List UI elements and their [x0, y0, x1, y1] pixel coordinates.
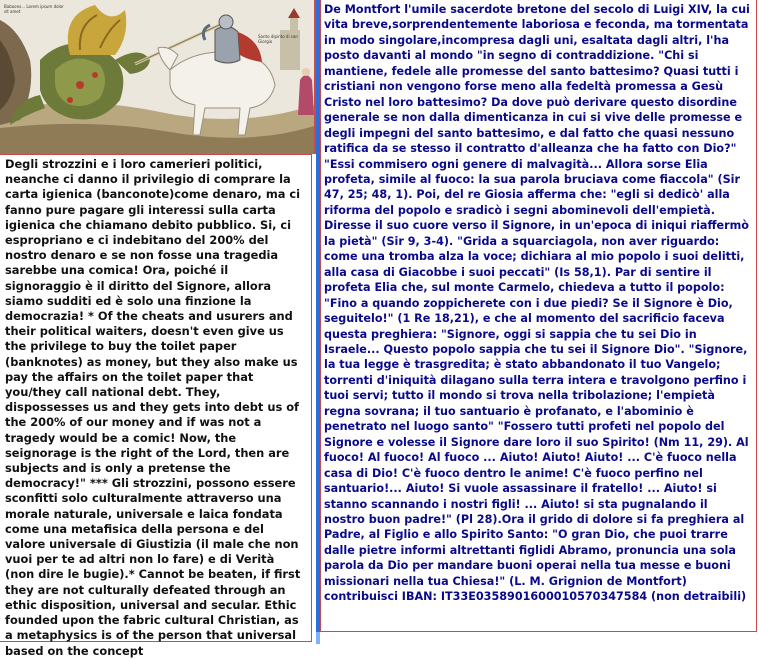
painting-image — [0, 0, 316, 154]
right-text-block — [320, 0, 757, 632]
saint-george-dragon-illustration — [0, 0, 314, 154]
painting-caption-left: Baboons... Lorem ipsum dolor sit amet — [4, 4, 64, 14]
column-divider-end — [316, 632, 320, 644]
right-text-content: De Montfort l'umile sacerdote bretone del secolo di Luigi XIV, la cui vita breve,sorprendentemente laboriosa e feconda, ma tormentata in modo singolare,incompresa dagli uni, esaltata dagli altri, l'ha posto davanti al mondo "in segno di contraddizione. "Chi si mantiene, fedele alle promesse del santo battesimo? Quasi tutti i cristiani non vengono forse meno alla fedeltà promessa a Gesù Cristo nel loro battesimo? Da dove può derivare questo disordine generale se non dalla dimenticanza in cui si vive delle promesse e degli impegni del santo battesimo, e dal fatto che quasi nessuno ratifica da se stesso il contratto d'alleanza che ha fatto con Dio?" "Essi commisero ogni genere di malvagità... Allora sorse Elia profeta, simile al fuoco: la sua parola bruciava come fiaccola" (Sir 47, 25; 48, 1). Poi, del re Giosia afferma che: "egli si dedicò' alla riforma del popolo e sradicò i segni abominevoli dell'empietà. Diresse il suo cuore verso il Signore, in un'epoca di iniqui riaffermò la pietà" (Sir 9, 3-4). "Grida a squarciagola, non aver riguardo: come una tromba alza la voce; dichiara al mio popolo i suoi delitti, alla casa di Giacobbe i suoi peccati" (Is 58,1). Par di sentire il profeta Elia che, sul monte Carmelo, chiedeva a tutto il popolo: "Fino a quando zoppicherete con i due piedi? Se il Signore è Dio, seguitelo!" (1 Re 18,21), e che al momento del sacrificio faceva questa preghiera: "Signore, oggi si sappia che tu sei Dio in Israele... Questo popolo sappia che tu sei il Signore Dio". "Signore, la tua legge è trasgredita; è stato abbandonato il tuo Vangelo; torrenti d'iniquità dilagano sulla terra intera e travolgono perfino i tuoi servi; tutto il mondo si trova nella tribolazione; l'empietà regna sovrana; il tuo santuario è profanato, e l'abominio è penetrato nel luogo santo" "Fossero tutti profeti nel popolo del Signore e volesse il Signore dare loro il suo Spirito! (Nm 11, 29). Al fuoco! Al fuoco! Al fuoco ... Aiuto! Aiuto! Aiuto! ... C'è fuoco nella casa di Dio! C'è fuoco dentro le anime! C'è fuoco perfino nel santuario!... Aiuto! Si vuole assassinare il fratello! ... Aiuto! si stanno scannando i nostri figli! ... Aiuto! si sta pugnalando il nostro buon padre!" (Pl 28).Ora il grido di dolore si fa preghiera al Padre, al Figlio e allo Spirito Santo: "O gran Dio, che puoi trarre dalle pietre informi altrettanti figlidi Abramo, pronuncia una sola parola da Dio per mandare buoni operai nella tua messe e buoni missionari nella tua Chiesa!" (L. M. Grignion de Montfort) contribuisci IBAN: IT33E0358901600010570347584 (non detraibili) — [324, 3, 750, 604]
painting-caption-right: Santo dipinto di san Giorgio — [258, 34, 298, 44]
left-column — [0, 0, 316, 658]
left-text-block — [0, 154, 312, 658]
left-text-content: Degli strozzini e i loro camerieri politici, neanche ci danno il privilegio di comprare la carta igienica (banconote)come denaro, ma ci fanno pure pagare gli interessi sulla carta igienica che chiamano debito pubblico. Si, ci espropriano e ci indebitano del 200% del nostro denaro e se non fosse una tragedia sarebbe una comica! Ora, poiché il signoraggio è il diritto del Signore, allora siamo sudditi ed è solo una finzione la democrazia! * Of the cheats and usurers and their political waiters, doesn't even give us the privilege to buy the toilet paper (banknotes) as money, but they also make us pay the affairs on the toilet paper that you/they call national debt. They, dispossesses us and they gets into debt us of the 200% of our money and if was not a tragedy would be a comic! Now, the seignorage is the right of the Lord, then are subjects and is only a pretense the democracy!" *** Gli strozzini, possono essere sconfitti solo culturalmente attraverso una morale naturale, universale e laica fondata come una metafisica della persona e del valore universale di Giustizia (il male che non vuoi per te ad altri non lo fare) e di Verità (non dire le bugie).* Cannot be beaten, if first they are not culturally defeated through an ethic disposition, universal and secular. Ethic founded upon the fabric cultural Christian, as a metaphysics is of the person that universal based on the concept — [5, 157, 301, 658]
